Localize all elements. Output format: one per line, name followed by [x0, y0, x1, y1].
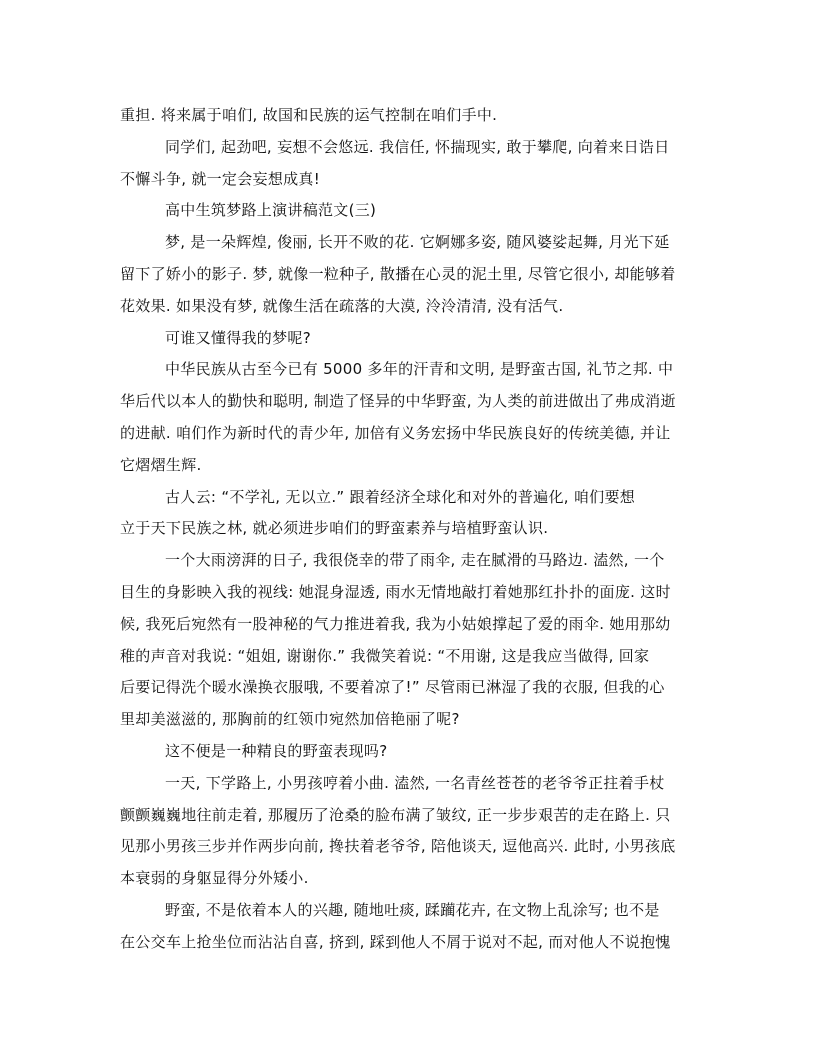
text-line: 梦, 是一朵辉煌, 俊丽, 长开不败的花. 它婀娜多姿, 随风婆娑起舞, 月光下延 [165, 233, 670, 252]
text-line: 高中生筑梦路上演讲稿范文(三) [165, 201, 377, 220]
text-line: 一天, 下学路上, 小男孩哼着小曲. 溘然, 一名青丝苍苍的老爷爷正拄着手杖 [165, 773, 665, 792]
text-line: 中华民族从古至今已有 5000 多年的汗青和文明, 是野蛮古国, 礼节之邦. 中 [165, 360, 674, 379]
text-line: 本衰弱的身躯显得分外矮小. [120, 869, 309, 888]
text-line: 目生的身影映入我的视线: 她混身湿透, 雨水无情地敲打着她那红扑扑的面庞. 这时 [120, 582, 671, 601]
text-line: 不懈斗争, 就一定会妄想成真! [120, 169, 321, 188]
text-line: 的进献. 咱们作为新时代的青少年, 加倍有义务宏扬中华民族良好的传统美德, 并让 [120, 423, 671, 442]
text-line: 古人云: “不学礼, 无以立.” 跟着经济全球化和对外的普遍化, 咱们要想 [165, 487, 636, 506]
text-line: 花效果. 如果没有梦, 就像生活在疏落的大漠, 泠泠清清, 没有活气. [120, 296, 564, 315]
text-line: 颤颤巍巍地往前走着, 那履历了沧桑的脸布满了皱纹, 正一步步艰苦的走在路上. 只 [120, 805, 671, 824]
text-line: 野蛮, 不是依着本人的兴趣, 随地吐痰, 蹂躏花卉, 在文物上乱涂写; 也不是 [165, 900, 660, 919]
text-line: 后要记得洗个暖水澡换衣服哦, 不要着凉了!” 尽管雨已淋湿了我的衣服, 但我的心 [120, 678, 665, 697]
text-line: 它熠熠生辉. [120, 455, 202, 474]
document-body [120, 100, 698, 959]
text-line: 见那小男孩三步并作两步向前, 搀扶着老爷爷, 陪他谈天, 逗他高兴. 此时, 小男孩底 [120, 837, 676, 856]
text-line: 一个大雨滂湃的日子, 我很侥幸的带了雨伞, 走在腻滑的马路边. 溘然, 一个 [165, 551, 665, 570]
text-line: 在公交车上抢坐位而沾沾自喜, 挤到, 踩到他人不屑于说对不起, 而对他人不说抱愧 [120, 932, 671, 951]
text-line: 里却美滋滋的, 那胸前的红领巾宛然加倍艳丽了呢? [120, 710, 460, 729]
text-line: 立于天下民族之林, 就必须进步咱们的野蛮素养与培植野蛮认识. [120, 519, 549, 538]
text-line: 可谁又懂得我的梦呢? [165, 328, 311, 347]
text-line: 候, 我死后宛然有一股神秘的气力推进着我, 我为小姑娘撑起了爱的雨伞. 她用那幼 [120, 614, 671, 633]
text-line: 这不便是一种精良的野蛮表现吗? [165, 741, 388, 760]
text-line: 留下了娇小的影子. 梦, 就像一粒种子, 散播在心灵的泥土里, 尽管它很小, 却能够着 [120, 264, 676, 283]
text-line: 同学们, 起劲吧, 妄想不会悠远. 我信任, 怀揣现实, 敢于攀爬, 向着来日诰日 [165, 137, 670, 156]
text-line: 华后代以本人的勤快和聪明, 制造了怪异的中华野蛮, 为人类的前进做出了弗成消逝 [120, 392, 676, 411]
text-line: 重担. 将来属于咱们, 故国和民族的运气控制在咱们手中. [120, 106, 498, 124]
text-line: 稚的声音对我说: “姐姐, 谢谢你.” 我微笑着说: “不用谢, 这是我应当做得, 回家 [120, 646, 650, 665]
